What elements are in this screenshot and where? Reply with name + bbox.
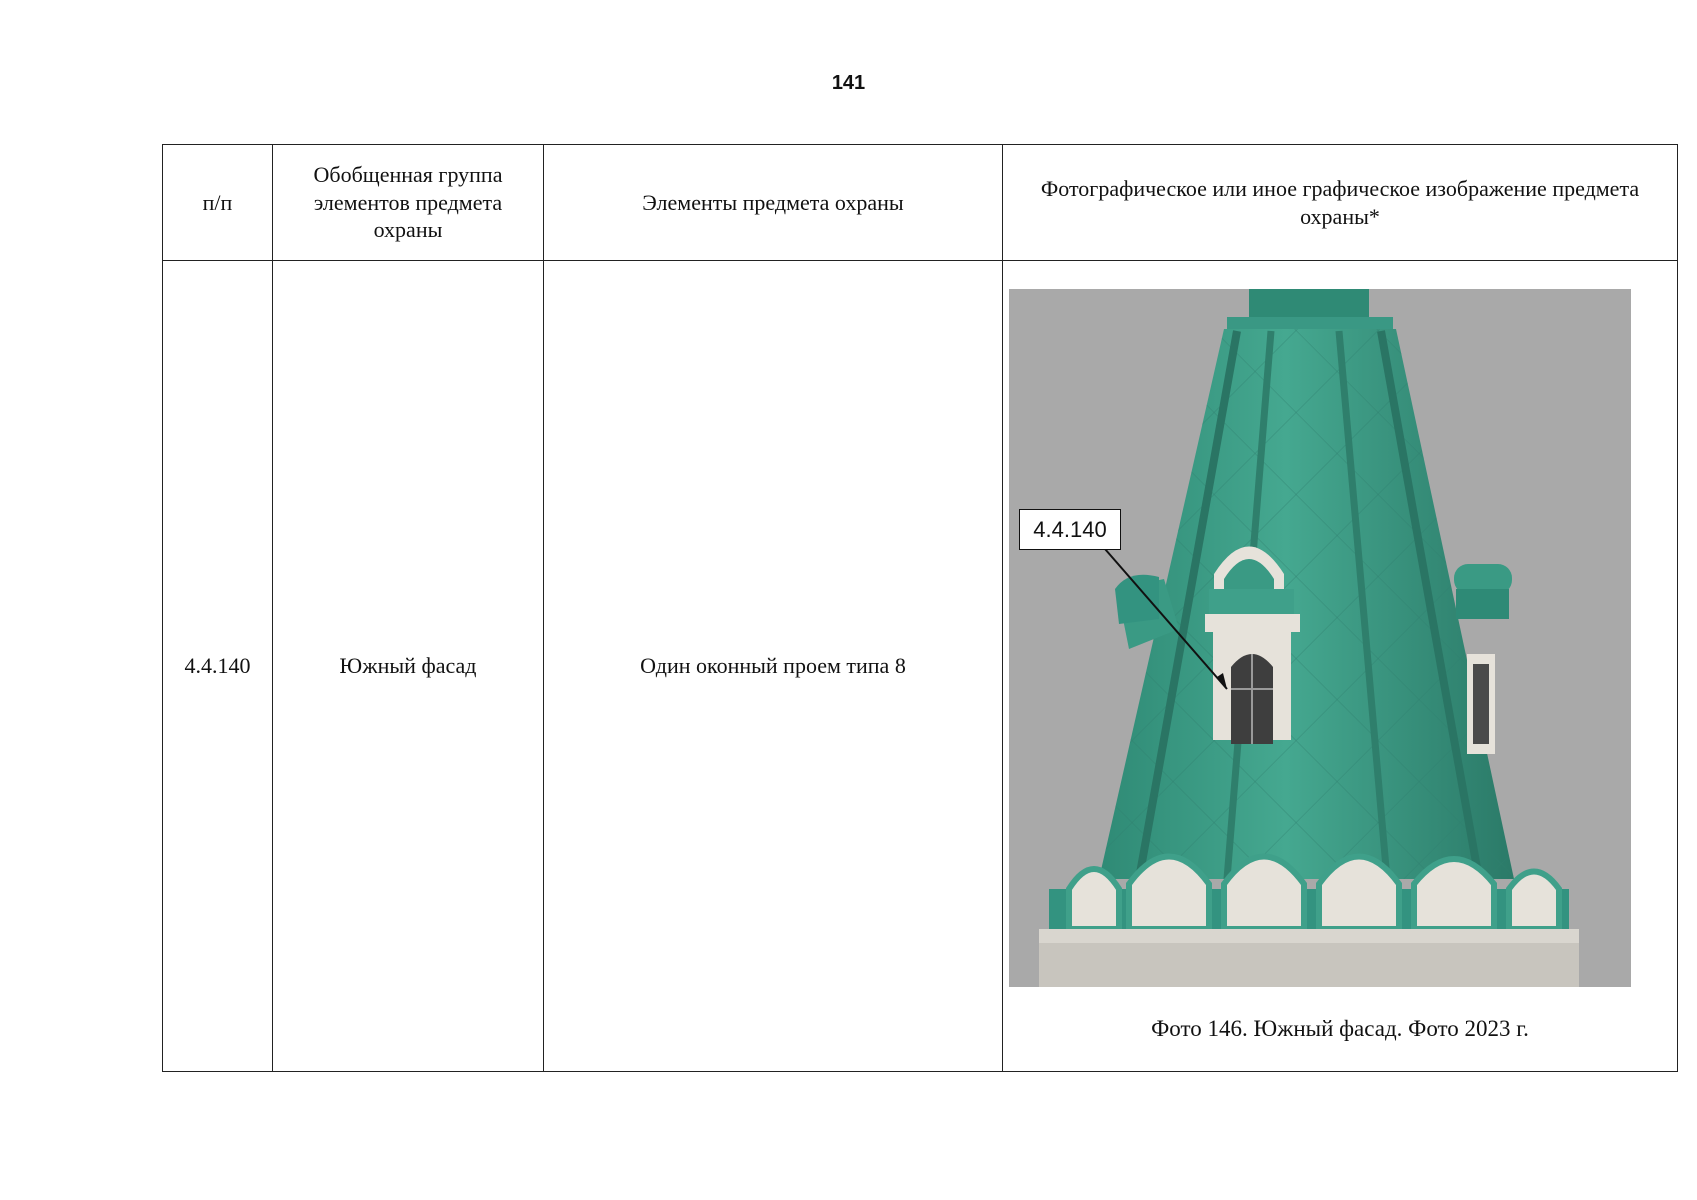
header-group: Обобщенная группа элементов предмета охраны [273, 145, 544, 261]
header-num: п/п [163, 145, 273, 261]
table-row [163, 261, 1678, 1072]
tower-roof-photo [1009, 289, 1631, 987]
header-elements: Элементы предмета охраны [544, 145, 1003, 261]
header-photo: Фотографическое или иное графическое изображение предмета охраны* [1003, 145, 1678, 261]
row-photo-cell [1003, 261, 1678, 1072]
photo-callout-label: 4.4.140 [1019, 509, 1121, 550]
row-element: Один оконный проем типа 8 [544, 261, 1003, 1072]
row-group: Южный фасад [273, 261, 544, 1072]
table-header-row [163, 145, 1678, 261]
photo-caption: Фото 146. Южный фасад. Фото 2023 г. [1151, 1015, 1529, 1041]
protection-table [162, 144, 1678, 1072]
row-num: 4.4.140 [163, 261, 273, 1072]
page-number: 141 [831, 72, 866, 94]
